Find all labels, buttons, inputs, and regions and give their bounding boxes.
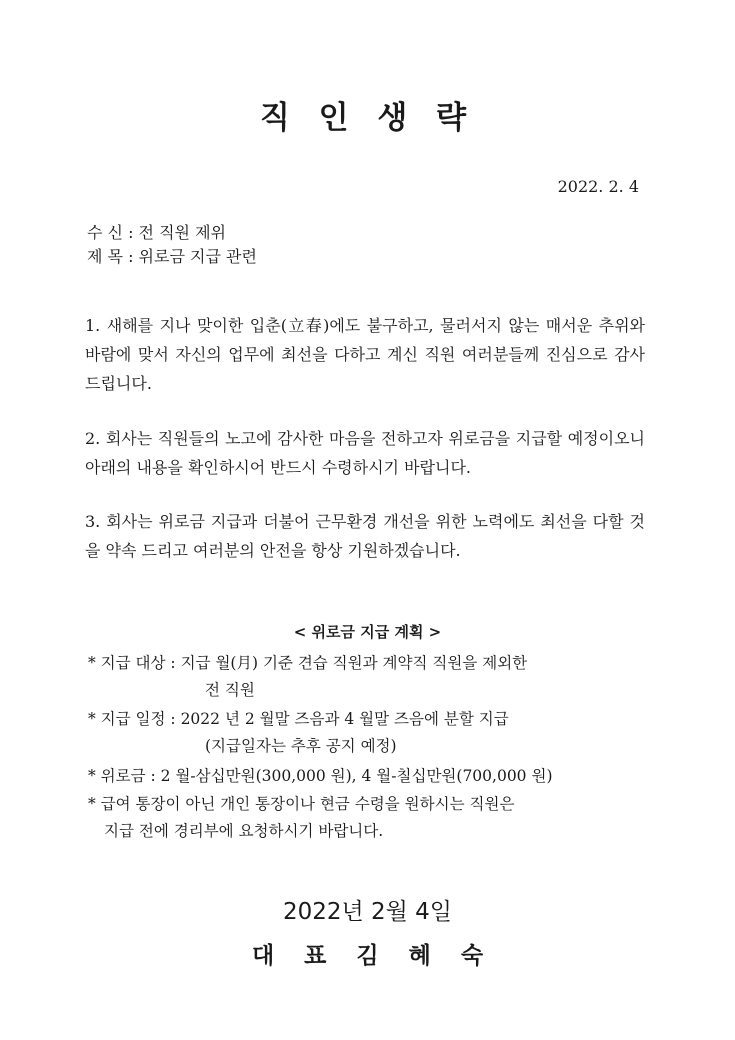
plan-schedule-line: * 지급 일정 : 2022 년 2 월말 즈음과 4 월말 즈음에 분할 지급: [88, 710, 509, 728]
plan-amount-line: * 위로금 : 2 월-삼십만원(300,000 원), 4 월-칠십만원(700,000 원): [88, 767, 553, 785]
paragraph-3: 3. 회사는 위로금 지급과 더불어 근무환경 개선을 위한 노력에도 최선을 다할 것을 약속 드리고 여러분의 안전을 항상 기원하겠습니다.: [85, 512, 645, 560]
seal-omitted-title: 직 인 생 략: [259, 100, 476, 136]
recipient-line: 수 신 : 전 직원 제위: [87, 223, 227, 242]
plan-heading: < 위로금 지급 계획 >: [293, 623, 442, 641]
paragraph-2: 2. 회사는 직원들의 노고에 감사한 마음을 전하고자 위로금을 지급할 예정이오니 아래의 내용을 확인하시어 반드시 수령하시기 바랍니다.: [85, 429, 645, 477]
closing-date: 2022년 2월 4일: [282, 899, 453, 925]
plan-note-continuation: 지급 전에 경리부에 요청하시기 바랍니다.: [104, 822, 384, 840]
issue-date: 2022. 2. 4: [557, 177, 639, 196]
plan-note-line: * 급여 통장이 아닌 개인 통장이나 현금 수령을 원하시는 직원은: [88, 795, 515, 813]
signer-name: 대 표 김 혜 숙: [251, 943, 484, 969]
plan-schedule-continuation: (지급일자는 추후 공지 예정): [205, 737, 397, 755]
plan-target-line: * 지급 대상 : 지급 월(月) 기준 견습 직원과 계약직 직원을 제외한: [88, 654, 528, 672]
paragraph-1: 1. 새해를 지나 맞이한 입춘(立春)에도 불구하고, 물러서지 않는 매서운 추위와 바람에 맞서 자신의 업무에 최선을 다하고 계신 직원 여러분들께 진심으로 감사드립니다.: [85, 316, 645, 393]
subject-line: 제 목 : 위로금 지급 관련: [87, 247, 257, 266]
plan-target-continuation: 전 직원: [205, 681, 255, 699]
